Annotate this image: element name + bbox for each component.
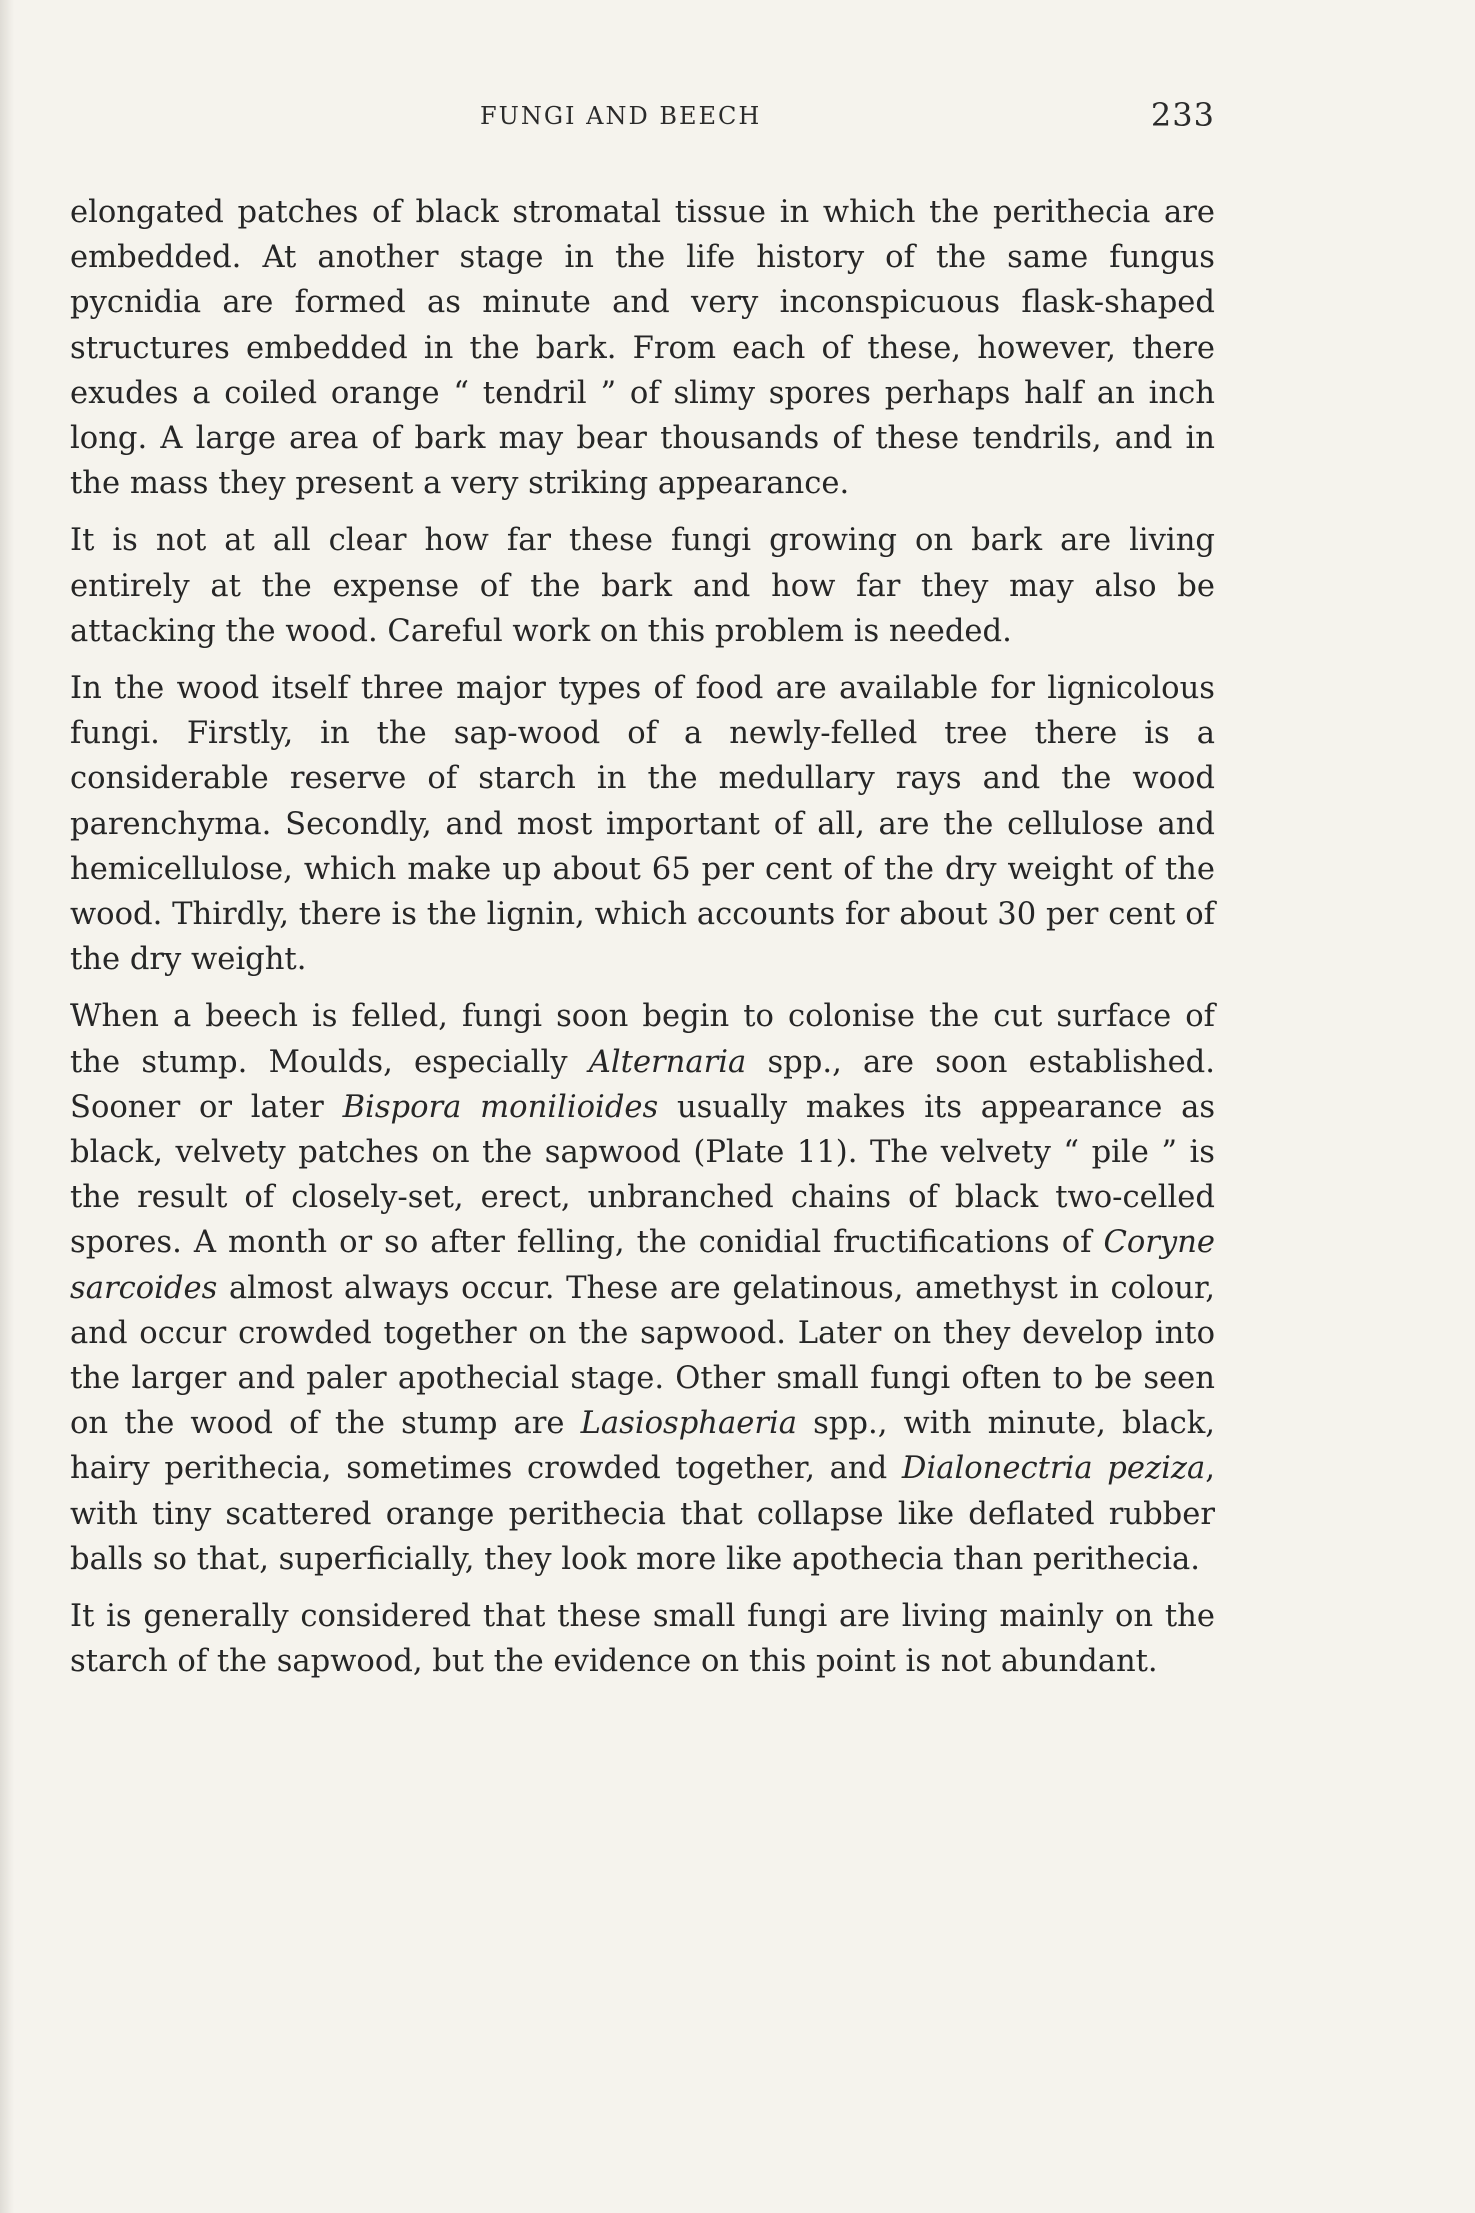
text-run: usually makes its appearance as black, velvety patches on the sapwood (Plate 11). The velvety “ pile ” is the result of closely-set, erect, unbranched chains of black two-celled spores. A month or so after felling, the conidial fructifications of [70,1089,1216,1261]
text-run: When a beech is felled, fungi soon begin to colonise the cut surface of the stump. Moulds, especially [70,999,1215,1080]
page-number: 233 [1150,96,1215,134]
text-run: almost always occur. These are gelatinous, amethyst in colour, and occur crowded together on the sapwood. Later on they develop into the larger and paler apothecial stage. Other small fungi often to be seen on the wood of the stump are [70,1270,1215,1442]
paragraph [70,190,1215,506]
page-header [70,98,1215,138]
italic-run: Lasiosphaeria [580,1406,798,1442]
running-head: FUNGI AND BEECH [480,102,762,130]
paragraph [70,994,1215,1582]
italic-run: Alternaria [588,1044,747,1080]
text-run: spp., are soon established. Sooner or later [70,1044,1215,1125]
page-edge-shadow [0,0,14,2213]
text-run: elongated patches of black stromatal tissue in which the perithecia are embedded. At another stage in the life history of the same fungus pycnidia are formed as minute and very inconspicuous flask-shaped structures embedded in the bark. From each of these, however, there exudes a coiled orange “ tendril ” of slimy spores perhaps half an inch long. A large area of bark may bear thousands of these tendrils, and in the mass they present a very striking appearance. [70,195,1215,502]
paragraph [70,518,1215,654]
body-text [70,190,1215,1697]
paragraph [70,666,1215,982]
text-run: spp., with minute, black, hairy perithecia, sometimes crowded together, and [70,1406,1215,1487]
text-run: It is generally considered that these small fungi are living mainly on the starch of the sapwood, but the evidence on this point is not abundant. [70,1599,1215,1680]
italic-run: Coryne sarcoides [70,1225,1215,1306]
italic-run: Dialonectria peziza [901,1451,1206,1487]
italic-run: Bispora monilioides [342,1089,659,1125]
text-run: In the wood itself three major types of food are available for lignicolous fungi. Firstly, in the sap-wood of a newly-felled tree there is a considerable reserve of starch in the medullary rays and the wood parenchyma. Secondly, and most important of all, are the cellulose and hemicellulose, which make up about 65 per cent of the dry weight of the wood. Thirdly, there is the lignin, which accounts for about 30 per cent of the dry weight. [70,671,1215,978]
text-run: It is not at all clear how far these fungi growing on bark are living entirely at the expense of the bark and how far they may also be attacking the wood. Careful work on this problem is needed. [70,523,1215,649]
paragraph [70,1594,1215,1684]
text-run: , with tiny scattered orange perithecia that collapse like deflated rubber balls so that, superficially, they look more like apothecia than perithecia. [70,1451,1215,1577]
